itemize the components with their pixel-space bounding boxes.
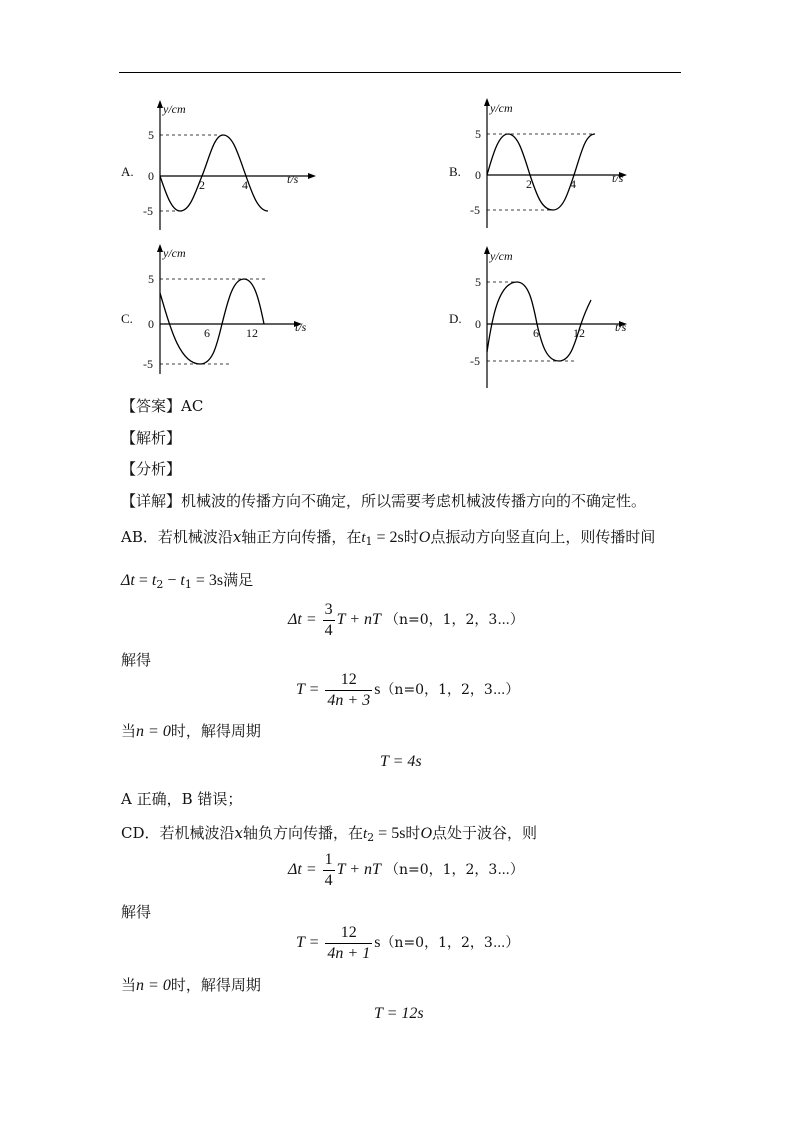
- option-b-tick-2: 4: [570, 177, 576, 191]
- cd-mid2: 时: [405, 824, 421, 842]
- fenxi-tag: 【分析】: [121, 460, 182, 478]
- cd-equation-1: [288, 850, 524, 891]
- option-c-label: C.: [121, 311, 133, 326]
- option-c-amp-neg: -5: [143, 357, 153, 371]
- option-b-tick-1: 2: [526, 177, 532, 191]
- ab-t2-sub: 2: [156, 578, 164, 591]
- option-a-tick-2: 4: [242, 178, 248, 192]
- option-b-xlabel: t/s: [612, 171, 624, 185]
- cd-when-line: [121, 975, 261, 996]
- cd-t2-sub: 2: [367, 831, 375, 844]
- cd-equation-2: [296, 923, 519, 964]
- cd-eq2-unit: s: [374, 934, 381, 952]
- header-rule: [119, 72, 681, 73]
- cd-eq2-num: 12: [340, 924, 357, 941]
- option-c-graph: [140, 244, 320, 379]
- cd-eq1-cond: （n=0，1，2，3⋯）: [384, 862, 524, 879]
- ab-t1-val: = 2s: [372, 529, 404, 546]
- cd-eq2-lhs: T =: [296, 934, 324, 952]
- option-a-amp-pos: 5: [148, 128, 154, 142]
- ab-conclusion: A 正确，B 错误；: [121, 790, 243, 808]
- ab-when-prefix: 当: [121, 722, 137, 740]
- ab-o-point: O: [418, 529, 431, 546]
- option-c-tick-2: 12: [246, 326, 258, 340]
- ab-eq1-num: 3: [324, 601, 333, 618]
- option-d-origin: 0: [475, 317, 481, 331]
- ab-mid1: 轴正方向传播，在: [241, 528, 362, 546]
- option-c-tick-1: 6: [204, 326, 210, 340]
- ab-mid3: 点振动方向竖直向上，则传播时间: [430, 528, 656, 546]
- ab-minus: −: [163, 572, 181, 589]
- ab-delta-line: [121, 570, 253, 595]
- ab-result: T = 4s: [380, 753, 422, 770]
- cd-intro-line: [121, 823, 537, 848]
- ab-when-suffix: 时，解得周期: [170, 722, 261, 740]
- cd-result: T = 12s: [374, 1005, 424, 1022]
- ab-eq1-lhs: Δt =: [288, 611, 321, 629]
- ab-mid2: 时: [403, 528, 419, 546]
- option-d-wave: [487, 282, 591, 361]
- option-d-amp-neg: -5: [470, 354, 480, 368]
- detail-line: [121, 491, 646, 511]
- option-b-origin: 0: [475, 168, 481, 182]
- ab-eq2-den: 4n + 3: [327, 692, 371, 709]
- ab-eq1-frac: [323, 600, 335, 641]
- option-d-tick-1: 6: [533, 326, 539, 340]
- answer-tag: 【答案】: [121, 397, 182, 415]
- ab-when-line: [121, 721, 261, 742]
- ab-delta-val: = 3s: [191, 572, 224, 589]
- option-b-graph: [467, 98, 647, 233]
- answer-line: [121, 396, 203, 416]
- ab-t2: t: [151, 572, 157, 589]
- answer-value: AC: [181, 397, 204, 415]
- ab-eq1-den: 4: [324, 622, 333, 639]
- option-d-xlabel: t/s: [615, 320, 627, 334]
- ab-solve-label: 解得: [121, 651, 152, 669]
- option-b-label: B.: [449, 164, 461, 179]
- ab-delta: Δt: [121, 572, 135, 589]
- ab-equation-1: [288, 600, 524, 641]
- option-c-ylabel: y/cm: [163, 246, 186, 260]
- cd-solve-label: 解得: [121, 903, 152, 921]
- option-a-tick-1: 2: [199, 178, 205, 192]
- option-d-amp-pos: 5: [475, 275, 481, 289]
- cd-eq2-cond: （n=0，1，2，3⋯）: [380, 935, 520, 952]
- ab-intro-line: [121, 527, 655, 552]
- cd-eq1-lhs: Δt =: [288, 861, 321, 879]
- ab-t1: t: [361, 530, 366, 546]
- option-d-label: D.: [449, 311, 462, 326]
- detail-text: 机械波的传播方向不确定，所以需要考虑机械波传播方向的不确定性。: [181, 492, 647, 510]
- cd-prefix: CD．若机械波沿: [121, 824, 235, 842]
- ab-x-var: x: [232, 528, 242, 546]
- ab-eq2-num: 12: [340, 671, 357, 688]
- option-c-origin: 0: [148, 317, 154, 331]
- ab-eq2-lhs: T =: [296, 681, 324, 699]
- analysis-tag: 【解析】: [121, 429, 182, 447]
- ab-satisfy: 满足: [223, 571, 254, 589]
- option-a-wave: [160, 135, 268, 211]
- cd-when-suffix: 时，解得周期: [170, 976, 261, 994]
- ab-prefix: AB．若机械波沿: [121, 528, 233, 546]
- cd-t2-val: = 5s: [374, 825, 406, 842]
- cd-mid3: 点处于波谷，则: [432, 824, 538, 842]
- cd-when-prefix: 当: [121, 976, 137, 994]
- option-b-amp-neg: -5: [470, 203, 480, 217]
- option-d-tick-2: 12: [573, 326, 585, 340]
- option-c-xlabel: t/s: [295, 320, 307, 334]
- option-c-wave: [160, 279, 264, 364]
- ab-eq1-cond: （n=0，1，2，3⋯）: [384, 612, 524, 629]
- ab-eq-sign: =: [134, 572, 152, 589]
- option-c-amp-pos: 5: [148, 272, 154, 286]
- option-a-ylabel: y/cm: [163, 102, 186, 116]
- ab-equation-2: [296, 670, 519, 711]
- ab-eq2-unit: s: [374, 681, 381, 699]
- option-a-graph: [140, 100, 320, 235]
- cd-mid1: 轴负方向传播，在: [242, 824, 363, 842]
- ab-eq2-frac: [325, 670, 372, 711]
- option-b-ylabel: y/cm: [490, 101, 513, 115]
- cd-o-point: O: [420, 825, 432, 842]
- detail-tag: 【详解】: [121, 492, 182, 510]
- option-a-origin: 0: [148, 169, 154, 183]
- cd-x-var: x: [234, 824, 243, 842]
- cd-eq2-den: 4n + 1: [327, 945, 371, 962]
- cd-eq2-frac: [325, 923, 372, 964]
- ab-eq2-cond: （n=0，1，2，3⋯）: [380, 682, 520, 699]
- ab-when-eq: n = 0: [136, 723, 171, 740]
- cd-t2: t: [363, 826, 368, 842]
- ab-eq1-rest: T + nT: [336, 611, 381, 629]
- cd-eq1-num: 1: [324, 851, 333, 868]
- ab-t1-sub: 1: [365, 535, 373, 548]
- option-a-amp-neg: -5: [143, 204, 153, 218]
- option-a-label: A.: [121, 164, 134, 179]
- option-a-xlabel: t/s: [287, 172, 299, 186]
- option-d-graph: [467, 246, 647, 391]
- ab-t1b-sub: 1: [184, 578, 192, 591]
- cd-when-eq: n = 0: [136, 977, 171, 994]
- ab-t1b: t: [180, 572, 185, 589]
- option-d-ylabel: y/cm: [490, 249, 513, 263]
- option-b-wave: [487, 134, 595, 210]
- cd-eq1-rest: T + nT: [336, 861, 381, 879]
- option-b-amp-pos: 5: [475, 127, 481, 141]
- cd-eq1-frac: [323, 850, 335, 891]
- cd-eq1-den: 4: [324, 872, 333, 889]
